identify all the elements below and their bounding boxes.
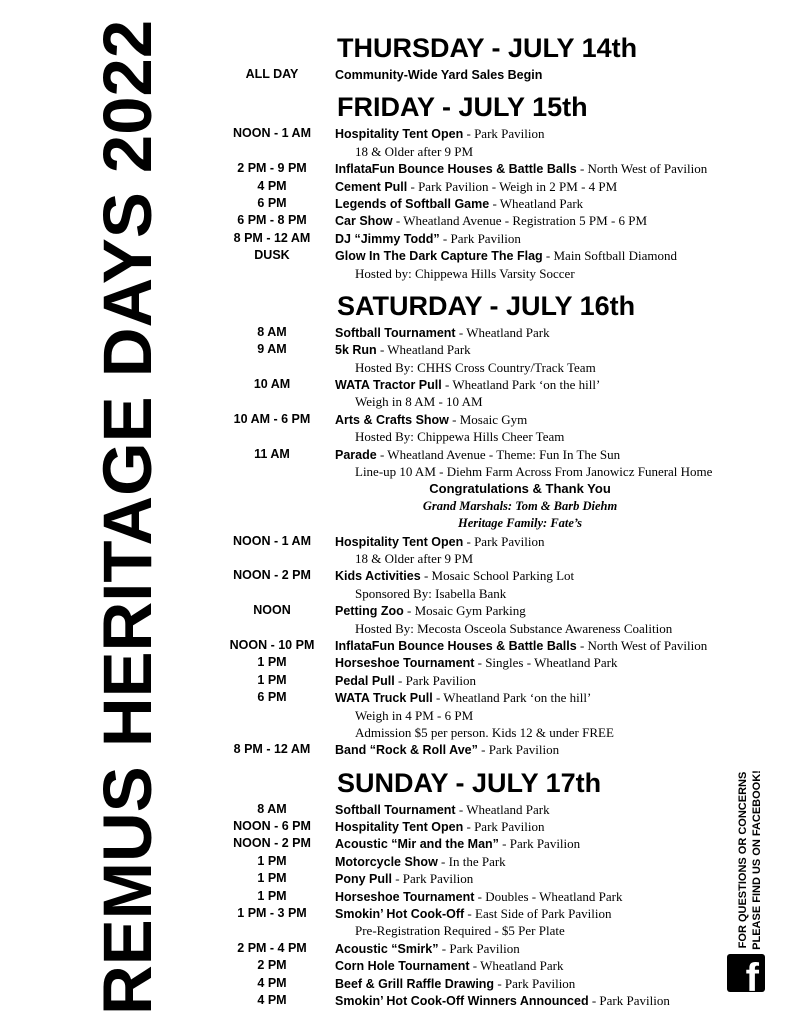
event-title: Softball Tournament [335, 802, 456, 817]
event-description [335, 602, 526, 620]
event-title: Kids Activities [335, 569, 421, 584]
event-description [335, 230, 521, 248]
event-detail: - In the Park [437, 853, 506, 869]
event-note [0, 143, 800, 160]
event-detail: - Doubles - Wheatland Park [474, 888, 623, 904]
event-row [0, 835, 800, 852]
event-detail: - Main Softball Diamond [542, 248, 677, 264]
event-row [0, 672, 800, 689]
event-row [0, 324, 800, 341]
event-title: Acoustic “Mir and the Man” [335, 837, 499, 852]
friday-events [0, 125, 800, 282]
event-row [0, 888, 800, 905]
event-title: Glow In The Dark Capture The Flag [335, 249, 543, 264]
event-detail: - Park Pavilion [439, 230, 521, 246]
event-detail: - Wheatland Avenue - Theme: Fun In The Sun [376, 446, 621, 462]
event-time: 6 PM [257, 690, 287, 705]
event-detail: - Wheatland Park [376, 342, 471, 358]
event-row [0, 637, 800, 654]
event-note [0, 620, 800, 637]
event-title: WATA Truck Pull [335, 691, 433, 706]
event-time: 1 PM [257, 888, 287, 903]
event-description [335, 376, 600, 394]
event-row [0, 689, 800, 706]
event-description [335, 446, 620, 464]
event-description [335, 637, 707, 655]
event-detail: - Park Pavilion [588, 992, 670, 1008]
event-row [0, 212, 800, 229]
event-time: 6 PM - 8 PM [237, 213, 307, 228]
event-time: NOON [253, 603, 291, 618]
event-note [0, 550, 800, 567]
event-note [0, 463, 800, 480]
event-title: Parade [335, 447, 377, 462]
event-description [335, 672, 476, 690]
event-time: NOON - 10 PM [229, 637, 315, 652]
event-row [0, 741, 800, 758]
schedule [0, 30, 800, 1009]
event-description [335, 178, 617, 196]
event-title: Horseshoe Tournament [335, 656, 475, 671]
event-note-text: 18 & Older after 9 PM [355, 550, 474, 566]
event-title: Band “Rock & Roll Ave” [335, 743, 478, 758]
event-description [335, 741, 559, 759]
event-description [335, 533, 545, 551]
event-row [0, 870, 800, 887]
event-note-text: Line-up 10 AM - Diehm Farm Across From Janowicz Funeral Home [355, 464, 713, 480]
event-description [335, 975, 575, 993]
event-description [335, 195, 583, 213]
thank-you-text: Congratulations & Thank You [429, 481, 611, 497]
event-row [0, 160, 800, 177]
event-note-text: Weigh in 4 PM - 6 PM [355, 707, 474, 723]
event-row [0, 178, 800, 195]
sunday-events [0, 801, 800, 1010]
event-title: Car Show [335, 214, 393, 229]
event-time: NOON - 2 PM [233, 568, 311, 583]
event-note-text: 18 & Older after 9 PM [355, 143, 474, 159]
event-row [0, 905, 800, 922]
event-title: 5k Run [335, 343, 377, 358]
event-detail: - Park Pavilion - Weigh in 2 PM - 4 PM [407, 178, 618, 194]
event-time: 10 AM [253, 377, 291, 392]
banner-title: REMUS HERITAGE DAYS 2022 [89, 19, 167, 1015]
event-title: Pony Pull [335, 872, 392, 887]
event-title: Community-Wide Yard Sales Begin [335, 68, 543, 82]
event-time: 8 AM [257, 324, 287, 339]
event-title: Petting Zoo [335, 604, 404, 619]
event-time: NOON - 1 AM [232, 533, 311, 548]
event-title: Hospitality Tent Open [335, 534, 464, 549]
day-header-friday: FRIDAY - JULY 15th [337, 92, 588, 123]
event-row [0, 125, 800, 142]
event-detail: - Wheatland Park ‘on the hill’ [432, 690, 592, 706]
event-note [0, 922, 800, 939]
event-note [0, 393, 800, 410]
event-row [0, 446, 800, 463]
event-time: 8 PM - 12 AM [233, 742, 311, 757]
event-detail: - Park Pavilion [498, 836, 581, 852]
event-description [335, 411, 527, 429]
event-time: 10 AM - 6 PM [233, 411, 311, 426]
facebook-glyph: f [745, 956, 759, 992]
event-time: 4 PM [257, 178, 287, 193]
event-title: Horseshoe Tournament [335, 889, 475, 904]
event-title: Corn Hole Tournament [335, 959, 470, 974]
event-time: 9 AM [257, 342, 287, 357]
thursday-events [0, 66, 800, 83]
event-row [0, 940, 800, 957]
event-detail: - Park Pavilion [463, 819, 545, 835]
event-time: 1 PM [257, 853, 287, 868]
event-detail: - Wheatland Park [455, 324, 550, 340]
event-time: 1 PM [257, 655, 287, 670]
honoree-text: Heritage Family: Fate’s [457, 516, 583, 531]
event-description [335, 324, 550, 342]
event-detail: - Singles - Wheatland Park [474, 655, 618, 671]
thank-you-heading [0, 480, 800, 497]
event-note-text: Hosted By: Chippewa Hills Cheer Team [355, 429, 565, 445]
event-description [335, 870, 473, 888]
event-detail: - Park Pavilion [477, 742, 560, 758]
event-description [335, 940, 520, 958]
event-row [0, 853, 800, 870]
event-note [0, 707, 800, 724]
event-time: 2 PM - 4 PM [237, 940, 307, 955]
event-row [0, 957, 800, 974]
event-note-text: Admission $5 per person. Kids 12 & under FREE [355, 724, 614, 740]
event-time: 8 PM - 12 AM [233, 230, 311, 245]
event-row [0, 602, 800, 619]
event-row [0, 341, 800, 358]
facebook-notice-line1: FOR QUESTIONS OR CONCERNS [737, 771, 749, 949]
event-description [335, 957, 563, 975]
event-time: NOON - 1 AM [232, 126, 311, 141]
event-detail: - Park Pavilion [463, 533, 545, 549]
event-detail: - Mosaic Gym [448, 411, 528, 427]
event-description [335, 992, 670, 1010]
event-row [0, 567, 800, 584]
event-note [0, 428, 800, 445]
event-description [335, 212, 647, 230]
event-detail: - Mosaic Gym Parking [403, 603, 526, 619]
event-description [335, 905, 612, 923]
event-row [0, 247, 800, 264]
event-detail: - North West of Pavilion [576, 161, 708, 177]
event-time: DUSK [254, 248, 290, 263]
event-description [335, 160, 707, 178]
event-title: Hospitality Tent Open [335, 127, 464, 142]
event-description [335, 247, 677, 265]
event-time: 2 PM [257, 958, 287, 973]
event-time: 1 PM [257, 871, 287, 886]
facebook-notice-text [736, 770, 764, 950]
facebook-notice-line2: PLEASE FIND US ON FACEBOOK! [751, 770, 763, 950]
event-title: Acoustic “Smirk” [335, 941, 439, 956]
honoree-line [0, 498, 800, 515]
event-title: WATA Tractor Pull [335, 378, 442, 393]
event-time: NOON - 6 PM [233, 819, 311, 834]
event-description [335, 341, 471, 359]
event-description [335, 689, 591, 707]
event-detail: - Wheatland Avenue - Registration 5 PM - 6 PM [392, 213, 648, 229]
event-detail: - Wheatland Park ‘on the hill’ [441, 377, 601, 393]
event-note-text: Weigh in 8 AM - 10 AM [355, 394, 483, 410]
event-time: 1 PM [257, 672, 287, 687]
event-note [0, 359, 800, 376]
event-detail: - Wheatland Park [455, 801, 550, 817]
honoree-text: Grand Marshals: Tom & Barb Diehm [422, 498, 618, 513]
saturday-events [0, 324, 800, 759]
event-note-text: Hosted By: CHHS Cross Country/Track Team [355, 359, 596, 375]
event-note-text: Pre-Registration Required - $5 Per Plate [355, 923, 565, 939]
day-header-thursday: THURSDAY - JULY 14th [337, 33, 638, 63]
event-description [335, 125, 545, 143]
event-time: 1 PM - 3 PM [237, 906, 307, 921]
event-time: 11 AM [254, 446, 290, 461]
event-title: Legends of Softball Game [335, 196, 490, 211]
event-description [335, 818, 545, 836]
event-time: ALL DAY [245, 67, 299, 81]
event-title: Smokin’ Hot Cook-Off Winners Announced [335, 993, 589, 1008]
event-title: Smokin’ Hot Cook-Off [335, 907, 465, 922]
event-note-text: Sponsored By: Isabella Bank [355, 585, 507, 601]
event-row [0, 66, 800, 83]
event-title: Beef & Grill Raffle Drawing [335, 976, 495, 991]
event-row [0, 975, 800, 992]
event-description [335, 801, 550, 819]
event-row [0, 654, 800, 671]
event-detail: - North West of Pavilion [576, 637, 708, 653]
event-title: InflataFun Bounce Houses & Battle Balls [335, 162, 577, 177]
day-header-saturday: SATURDAY - JULY 16th [337, 290, 636, 321]
day-header-sunday: SUNDAY - JULY 17th [337, 767, 602, 798]
event-detail: - Wheatland Park [489, 195, 584, 211]
event-title: DJ “Jimmy Todd” [335, 231, 440, 246]
event-detail: - Park Pavilion [394, 672, 476, 688]
facebook-icon[interactable] [727, 954, 765, 992]
event-detail: - Mosaic School Parking Lot [420, 568, 575, 584]
event-row [0, 801, 800, 818]
event-note-text: Hosted By: Mecosta Osceola Substance Awareness Coalition [355, 620, 673, 636]
event-detail: - Park Pavilion [494, 975, 576, 991]
event-row [0, 376, 800, 393]
event-time: 4 PM [257, 975, 287, 990]
event-row [0, 818, 800, 835]
event-time: 8 AM [257, 801, 287, 816]
event-title: Motorcycle Show [335, 854, 438, 869]
event-title: Softball Tournament [335, 325, 456, 340]
event-title: Arts & Crafts Show [335, 412, 449, 427]
event-row [0, 992, 800, 1009]
event-description [335, 567, 574, 585]
event-row [0, 195, 800, 212]
event-title: Hospitality Tent Open [335, 820, 464, 835]
event-detail: - East Side of Park Pavilion [464, 906, 612, 922]
event-time: 2 PM - 9 PM [237, 161, 307, 176]
event-note [0, 585, 800, 602]
event-note-text: Hosted by: Chippewa Hills Varsity Soccer [355, 265, 575, 281]
event-title: Cement Pull [335, 179, 408, 194]
event-note [0, 724, 800, 741]
event-description [335, 853, 506, 871]
event-description [335, 888, 623, 906]
event-time: 6 PM [257, 195, 287, 210]
event-description [335, 66, 542, 84]
event-title: InflataFun Bounce Houses & Battle Balls [335, 638, 577, 653]
event-detail: - Wheatland Park [469, 958, 564, 974]
event-detail: - Park Pavilion [438, 940, 520, 956]
event-note [0, 265, 800, 282]
event-detail: - Park Pavilion [463, 126, 545, 142]
event-time: NOON - 2 PM [233, 836, 311, 851]
honoree-line [0, 515, 800, 532]
event-row [0, 533, 800, 550]
event-time: 4 PM [257, 992, 287, 1007]
event-row [0, 411, 800, 428]
facebook-notice [730, 735, 770, 985]
event-description [335, 654, 617, 672]
event-row [0, 230, 800, 247]
event-title: Pedal Pull [335, 673, 395, 688]
event-detail: - Park Pavilion [391, 871, 474, 887]
event-description [335, 835, 580, 853]
